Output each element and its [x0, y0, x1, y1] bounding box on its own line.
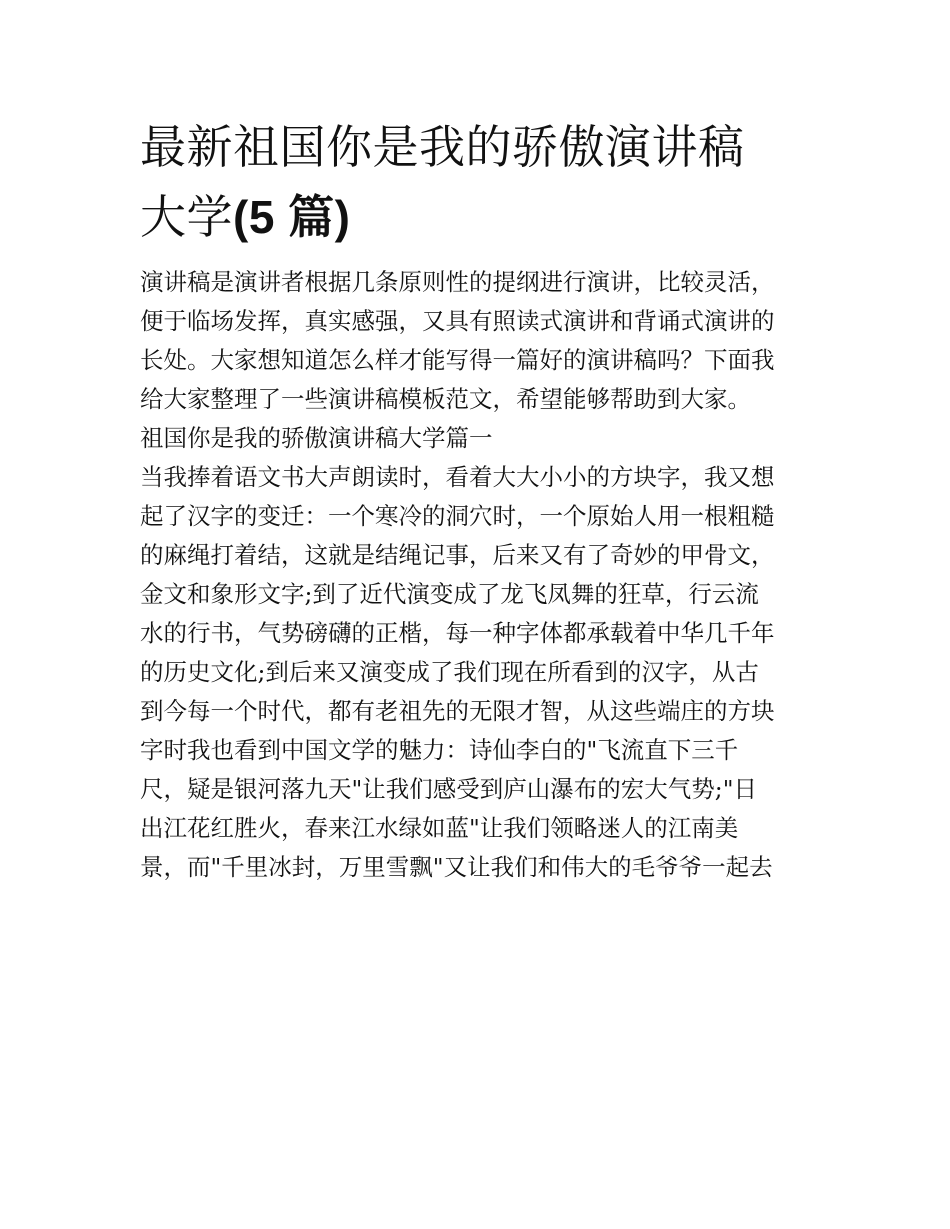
body-line: 当我捧着语文书大声朗读时，看着大大小小的方块字，我又想: [140, 463, 775, 491]
body-line: 景，而"千里冰封，万里雪飘"又让我们和伟大的毛爷爷一起去: [140, 853, 773, 881]
section-heading: 祖国你是我的骄傲演讲稿大学篇一: [140, 424, 493, 452]
intro-line: 便于临场发挥，真实感强，又具有照读式演讲和背诵式演讲的: [140, 307, 775, 335]
body-line: 字时我也看到中国文学的魅力：诗仙李白的"飞流直下三千: [140, 736, 739, 764]
intro-line: 给大家整理了一些演讲稿模板范文，希望能够帮助到大家。: [140, 385, 751, 413]
title-line-2-main: 大学: [140, 190, 233, 244]
intro-line: 长处。大家想知道怎么样才能写得一篇好的演讲稿吗？下面我: [140, 346, 775, 374]
body-line: 尺，疑是银河落九天"让我们感受到庐山瀑布的宏大气势;"日: [140, 775, 758, 803]
document-title: [140, 112, 820, 252]
body-line: 到今每一个时代，都有老祖先的无限才智，从这些端庄的方块: [140, 697, 775, 725]
body-line: 出江花红胜火，春来江水绿如蓝"让我们领略迷人的江南美: [140, 814, 739, 842]
body-line: 水的行书，气势磅礴的正楷，每一种字体都承载着中华几千年: [140, 619, 775, 647]
body-line: 的麻绳打着结，这就是结绳记事，后来又有了奇妙的甲骨文，: [140, 541, 775, 569]
intro-paragraph: [140, 263, 820, 419]
title-line-2-tail: (5 篇): [233, 191, 351, 243]
document-content: [140, 112, 820, 887]
body-paragraph: [140, 458, 820, 887]
title-line-2: [140, 182, 820, 252]
body-line: 金文和象形文字;到了近代演变成了龙飞凤舞的狂草，行云流: [140, 580, 759, 608]
body-line: 的历史文化;到后来又演变成了我们现在所看到的汉字，从古: [140, 658, 759, 686]
body-line: 起了汉字的变迁：一个寒冷的洞穴时，一个原始人用一根粗糙: [140, 502, 775, 530]
intro-line: 演讲稿是演讲者根据几条原则性的提纲进行演讲，比较灵活，: [140, 268, 775, 296]
title-line-1: 最新祖国你是我的骄傲演讲稿: [140, 120, 745, 174]
